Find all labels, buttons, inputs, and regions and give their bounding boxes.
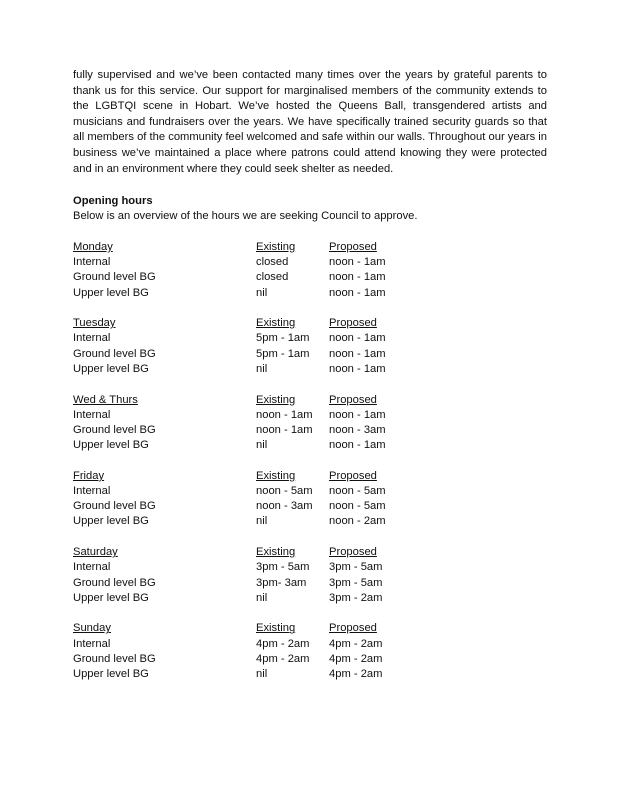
area-label: Upper level BG: [73, 515, 149, 528]
proposed-hours: noon - 5am: [329, 485, 386, 498]
proposed-hours: noon - 1am: [329, 332, 386, 345]
hours-row: [73, 484, 533, 499]
existing-hours: 3pm- 3am: [256, 576, 307, 589]
opening-hours-description: Below is an overview of the hours we are seeking Council to approve.: [73, 210, 418, 222]
area-label: Ground level BG: [73, 347, 156, 360]
proposed-header: Proposed: [329, 622, 377, 635]
area-label: Internal: [73, 561, 111, 574]
existing-header: Existing: [256, 241, 296, 253]
hours-row: [73, 514, 533, 529]
existing-header: Existing: [256, 622, 296, 635]
hours-row: [73, 255, 533, 270]
existing-hours: noon - 1am: [256, 408, 313, 421]
area-label: Internal: [73, 485, 111, 498]
proposed-hours: noon - 1am: [329, 439, 386, 452]
area-label: Ground level BG: [73, 423, 156, 436]
existing-hours: closed: [256, 256, 289, 269]
area-label: Ground level BG: [73, 652, 156, 665]
hours-row: [73, 652, 533, 667]
day-header-row: [73, 621, 533, 636]
existing-hours: nil: [256, 591, 268, 604]
day-block-friday: [73, 469, 533, 545]
day-name: Friday: [73, 469, 105, 482]
area-label: Upper level BG: [73, 668, 149, 681]
day-header-row: [73, 469, 533, 484]
existing-hours: noon - 1am: [256, 423, 313, 436]
opening-hours-schedule: [73, 240, 533, 698]
hours-row: [73, 408, 533, 423]
proposed-hours: noon - 3am: [329, 423, 386, 436]
hours-row: [73, 576, 533, 591]
existing-hours: nil: [256, 668, 268, 681]
proposed-hours: noon - 1am: [329, 347, 386, 360]
existing-hours: nil: [256, 286, 268, 299]
proposed-header: Proposed: [329, 469, 377, 482]
day-name: Tuesday: [73, 317, 116, 330]
day-header-row: [73, 545, 533, 560]
day-block-tuesday: [73, 316, 533, 392]
day-name: Monday: [73, 241, 113, 253]
hours-row: [73, 286, 533, 301]
proposed-hours: noon - 1am: [329, 408, 386, 421]
proposed-hours: 4pm - 2am: [329, 668, 383, 681]
existing-hours: 3pm - 5am: [256, 561, 310, 574]
area-label: Ground level BG: [73, 576, 156, 589]
hours-row: [73, 667, 533, 682]
proposed-hours: noon - 1am: [329, 362, 386, 375]
proposed-hours: noon - 1am: [329, 256, 386, 269]
area-label: Ground level BG: [73, 500, 156, 513]
hours-row: [73, 331, 533, 346]
day-header-row: [73, 316, 533, 331]
proposed-hours: noon - 1am: [329, 271, 386, 284]
hours-row: [73, 347, 533, 362]
hours-row: [73, 438, 533, 453]
hours-row: [73, 423, 533, 438]
area-label: Upper level BG: [73, 286, 149, 299]
opening-hours-heading: Opening hours: [73, 195, 153, 207]
intro-paragraph: fully supervised and we’ve been contacted many times over the years by grateful parents to thank us for this service. Our support for marginalised members of the community extends to the LGBTQI scene in Hobart. We’ve hosted the Queens Ball, transgendered artists and musicians and fundraisers over the years. We have specifically trained security guards so that all members of the community feel welcomed and safe within our walls. Throughout our years in business we’ve maintained a place where patrons could attend knowing they were protected and in an environment where they could seek shelter as needed.: [73, 69, 547, 175]
existing-header: Existing: [256, 469, 296, 482]
hours-row: [73, 270, 533, 285]
day-block-monday: [73, 240, 533, 316]
day-header-row: [73, 393, 533, 408]
area-label: Internal: [73, 637, 111, 650]
existing-header: Existing: [256, 393, 296, 406]
area-label: Upper level BG: [73, 439, 149, 452]
day-name: Saturday: [73, 546, 118, 559]
existing-hours: nil: [256, 362, 268, 375]
existing-hours: 4pm - 2am: [256, 637, 310, 650]
proposed-header: Proposed: [329, 393, 377, 406]
proposed-hours: 3pm - 5am: [329, 561, 383, 574]
proposed-hours: 3pm - 2am: [329, 591, 383, 604]
day-header-row: [73, 240, 533, 255]
day-block-saturday: [73, 545, 533, 621]
existing-hours: noon - 3am: [256, 500, 313, 513]
area-label: Upper level BG: [73, 362, 149, 375]
area-label: Upper level BG: [73, 591, 149, 604]
proposed-hours: noon - 5am: [329, 500, 386, 513]
area-label: Internal: [73, 408, 111, 421]
area-label: Ground level BG: [73, 271, 156, 284]
proposed-hours: noon - 2am: [329, 515, 386, 528]
day-block-wed-thurs: [73, 393, 533, 469]
existing-header: Existing: [256, 546, 296, 559]
day-name: Sunday: [73, 622, 111, 635]
proposed-hours: 3pm - 5am: [329, 576, 383, 589]
proposed-header: Proposed: [329, 241, 377, 253]
existing-hours: nil: [256, 439, 268, 452]
hours-row: [73, 499, 533, 514]
proposed-header: Proposed: [329, 546, 377, 559]
proposed-header: Proposed: [329, 317, 377, 330]
existing-header: Existing: [256, 317, 296, 330]
area-label: Internal: [73, 332, 111, 345]
existing-hours: nil: [256, 515, 268, 528]
proposed-hours: 4pm - 2am: [329, 637, 383, 650]
day-block-sunday: [73, 621, 533, 697]
hours-row: [73, 591, 533, 606]
proposed-hours: noon - 1am: [329, 286, 386, 299]
existing-hours: noon - 5am: [256, 485, 313, 498]
existing-hours: 5pm - 1am: [256, 332, 310, 345]
area-label: Internal: [73, 256, 111, 269]
hours-row: [73, 637, 533, 652]
hours-row: [73, 362, 533, 377]
hours-row: [73, 560, 533, 575]
existing-hours: 4pm - 2am: [256, 652, 310, 665]
existing-hours: closed: [256, 271, 289, 284]
existing-hours: 5pm - 1am: [256, 347, 310, 360]
day-name: Wed & Thurs: [73, 393, 138, 406]
proposed-hours: 4pm - 2am: [329, 652, 383, 665]
